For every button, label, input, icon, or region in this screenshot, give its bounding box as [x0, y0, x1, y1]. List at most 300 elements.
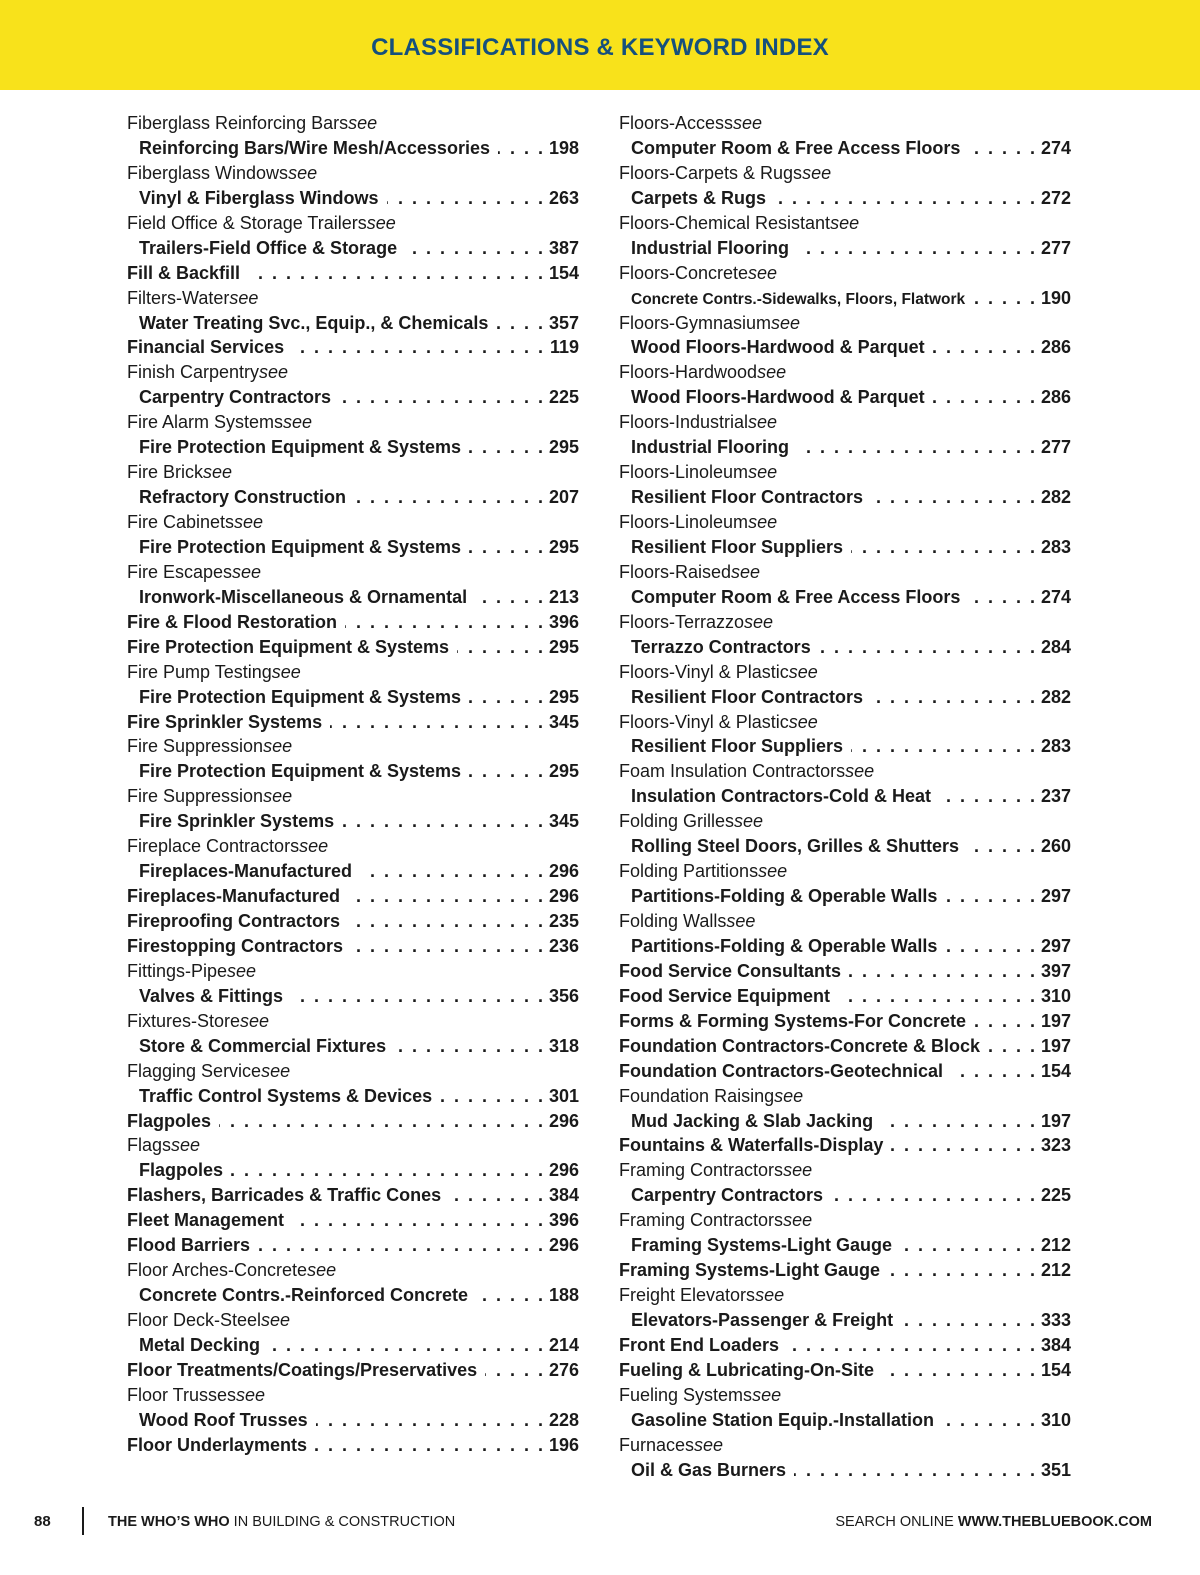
dot-leader [882, 1358, 1035, 1383]
page-reference: 236 [548, 935, 579, 956]
index-cross-reference [619, 759, 1071, 784]
index-term: Fountains & Waterfalls-Display [619, 1135, 884, 1156]
index-cross-reference [127, 111, 579, 136]
page-reference: 274 [1040, 137, 1071, 158]
page-reference: 345 [548, 811, 579, 832]
index-cross-reference [619, 1208, 1071, 1233]
index-entry [127, 186, 579, 211]
index-cross-reference [127, 1009, 579, 1034]
page-reference: 228 [548, 1409, 579, 1430]
index-term: Food Service Consultants [619, 960, 842, 981]
see-label: see [830, 212, 860, 233]
page-reference: 190 [1040, 287, 1071, 308]
see-label: see [744, 611, 774, 632]
index-entry [619, 685, 1071, 710]
index-entry [127, 635, 579, 660]
index-term: Fireproofing Contractors [127, 911, 341, 931]
dot-leader [900, 1233, 1035, 1258]
see-label: see [348, 113, 378, 133]
index-entry [127, 335, 579, 360]
index-term: Framing Contractors [619, 1160, 784, 1181]
index-term: Fill & Backfill [127, 262, 241, 283]
index-term: Floors-Linoleum [619, 512, 749, 532]
dot-leader [988, 1034, 1035, 1059]
index-term: Fire Suppression [127, 736, 264, 757]
footer-divider [82, 1507, 84, 1535]
index-term: Oil & Gas Burners [631, 1459, 787, 1480]
dot-leader [774, 186, 1035, 211]
see-label: see [232, 561, 262, 582]
page-reference: 310 [1040, 1409, 1071, 1430]
index-term: Filters-Water [127, 287, 230, 308]
page-reference: 397 [1040, 960, 1071, 981]
see-label: see [758, 861, 788, 882]
index-cross-reference [127, 360, 579, 385]
index-entry [127, 809, 579, 834]
page-reference: 260 [1040, 836, 1071, 857]
page-reference: 297 [1040, 886, 1071, 907]
index-term: Resilient Floor Contractors [631, 487, 864, 508]
index-term: Floor Treatments/Coatings/Preservatives [127, 1359, 478, 1380]
index-term: Fire Protection Equipment & Systems [139, 686, 462, 707]
dot-leader [945, 884, 1035, 909]
index-term: Fire Sprinkler Systems [127, 711, 323, 732]
page-reference: 277 [1040, 237, 1071, 258]
see-label: see [203, 462, 233, 483]
page-title: CLASSIFICATIONS & KEYWORD INDEX [371, 34, 829, 61]
footer-page-number: 88 [34, 1513, 51, 1530]
footer-search-label: SEARCH ONLINE [835, 1514, 954, 1530]
dot-leader [891, 1133, 1035, 1158]
index-entry [127, 535, 579, 560]
see-label: see [752, 1384, 782, 1405]
index-term: Fire Pump Testing [127, 661, 272, 682]
index-cross-reference [619, 510, 1071, 535]
index-term: Floors-Chemical Resistant [619, 212, 831, 233]
index-term: Floor Underlayments [127, 1434, 308, 1455]
index-entry [619, 734, 1071, 759]
index-term: Partitions-Folding & Operable Walls [631, 935, 938, 956]
index-cross-reference [127, 1059, 579, 1084]
index-cross-reference [619, 1283, 1071, 1308]
page-reference: 284 [1040, 636, 1071, 657]
see-label: see [366, 212, 396, 233]
index-term: Flagpoles [127, 1110, 212, 1131]
index-term: Floors-Concrete [619, 262, 749, 283]
page-reference: 387 [548, 237, 579, 258]
index-entry [127, 1208, 579, 1233]
index-entry [127, 136, 579, 161]
index-term: Fire Protection Equipment & Systems [139, 761, 462, 782]
index-term: Vinyl & Fiberglass Windows [139, 187, 379, 208]
index-term: Flashers, Barricades & Traffic Cones [127, 1185, 442, 1206]
index-cross-reference [619, 111, 1071, 136]
index-term: Rolling Steel Doors, Grilles & Shutters [631, 836, 960, 857]
index-term: Floor Deck-Steel [127, 1310, 262, 1330]
dot-leader [316, 1408, 543, 1433]
index-term: Concrete Contrs.-Sidewalks, Floors, Flatwork [631, 290, 966, 308]
see-label: see [845, 761, 875, 782]
index-entry [619, 1408, 1071, 1433]
index-term: Fireplace Contractors [127, 836, 300, 857]
index-term: Fiberglass Reinforcing Bars [127, 113, 349, 133]
page-reference: 198 [548, 137, 579, 158]
dot-leader [449, 1183, 543, 1208]
dot-leader [387, 186, 543, 211]
see-label: see [240, 1010, 270, 1031]
dot-leader [291, 984, 543, 1009]
dot-leader [968, 136, 1035, 161]
index-term: Fire Alarm Systems [127, 412, 284, 433]
index-term: Floors-Gymnasium [619, 312, 772, 333]
page-reference: 296 [548, 1160, 579, 1181]
page-reference: 356 [548, 985, 579, 1006]
page-reference: 286 [1040, 337, 1071, 358]
index-term: Fireplaces-Manufactured [127, 886, 341, 907]
footer-publication-rest: IN BUILDING & CONSTRUCTION [233, 1514, 456, 1530]
dot-leader [351, 934, 543, 959]
index-cross-reference [619, 660, 1071, 685]
index-entry [619, 136, 1071, 161]
dot-leader [342, 809, 543, 834]
page-reference: 296 [548, 1110, 579, 1131]
dot-leader [440, 1084, 543, 1109]
index-term: Fire Cabinets [127, 512, 235, 532]
index-entry [619, 1233, 1071, 1258]
dot-leader [469, 435, 543, 460]
index-term: Field Office & Storage Trailers [127, 212, 367, 233]
dot-leader [498, 136, 543, 161]
index-cross-reference [619, 410, 1071, 435]
page-reference: 282 [1040, 487, 1071, 508]
dot-leader [292, 335, 543, 360]
see-label: see [263, 786, 293, 807]
see-label: see [234, 512, 264, 532]
dot-leader [231, 1158, 543, 1183]
index-cross-reference [619, 1158, 1071, 1183]
page-reference: 277 [1040, 437, 1071, 458]
dot-leader [394, 1034, 543, 1059]
index-entry [127, 884, 579, 909]
index-entry [127, 685, 579, 710]
index-term: Firestopping Contractors [127, 935, 344, 956]
index-term: Fireplaces-Manufactured [139, 861, 353, 882]
index-term: Fittings-Pipe [127, 960, 228, 981]
page-reference: 225 [548, 387, 579, 408]
index-term: Floors-Industrial [619, 412, 749, 433]
index-term: Foundation Contractors-Geotechnical [619, 1060, 944, 1081]
index-cross-reference [619, 261, 1071, 286]
index-term: Industrial Flooring [631, 437, 789, 458]
dot-leader [939, 784, 1035, 809]
index-term: Framing Contractors [619, 1210, 784, 1231]
dot-leader [315, 1433, 543, 1458]
dot-leader [405, 236, 543, 261]
page-reference: 296 [548, 1235, 579, 1256]
index-term: Reinforcing Bars/Wire Mesh/Accessories [139, 137, 490, 158]
index-term: Fueling Systems [619, 1384, 753, 1405]
dot-leader [345, 610, 543, 635]
index-term: Furnaces [619, 1434, 695, 1455]
index-entry [127, 1358, 579, 1383]
page-reference: 212 [1040, 1235, 1071, 1256]
page-reference: 188 [548, 1285, 579, 1306]
dot-leader [933, 385, 1035, 410]
index-entry [127, 909, 579, 934]
index-cross-reference [127, 834, 579, 859]
index-entry [619, 335, 1071, 360]
dot-leader [851, 535, 1035, 560]
see-label: see [694, 1434, 724, 1455]
index-term: Industrial Flooring [631, 237, 789, 258]
index-term: Computer Room & Free Access Floors [631, 586, 961, 607]
index-entry [127, 261, 579, 286]
page-reference: 333 [1040, 1310, 1071, 1330]
index-cross-reference [127, 1383, 579, 1408]
index-entry [619, 1059, 1071, 1084]
dot-leader [838, 984, 1035, 1009]
see-label: see [783, 1210, 813, 1231]
index-entry [619, 435, 1071, 460]
index-entry [127, 934, 579, 959]
see-label: see [299, 836, 329, 857]
index-entry [619, 535, 1071, 560]
see-label: see [271, 661, 301, 682]
dot-leader [933, 335, 1035, 360]
index-term: Floors-Access [619, 113, 734, 133]
page-reference: 225 [1040, 1185, 1071, 1206]
index-cross-reference [127, 560, 579, 585]
index-entry [127, 585, 579, 610]
page-reference: 154 [1040, 1359, 1071, 1380]
page-reference: 310 [1040, 985, 1071, 1006]
index-entry [127, 485, 579, 510]
index-cross-reference [127, 1133, 579, 1158]
index-entry [619, 884, 1071, 909]
dot-leader [354, 485, 543, 510]
dot-leader [849, 959, 1035, 984]
index-entry [619, 1258, 1071, 1283]
index-term: Forms & Forming Systems-For Concrete [619, 1010, 967, 1031]
see-label: see [748, 412, 778, 433]
index-term: Flood Barriers [127, 1235, 251, 1256]
index-term: Floor Trusses [127, 1384, 237, 1405]
index-term: Trailers-Field Office & Storage [139, 237, 398, 258]
index-entry [127, 1183, 579, 1208]
index-cross-reference [127, 410, 579, 435]
index-entry [619, 1458, 1071, 1483]
dot-leader [496, 311, 543, 336]
index-term: Carpentry Contractors [631, 1185, 824, 1206]
dot-leader [967, 834, 1035, 859]
index-column-right [619, 111, 1071, 1483]
index-cross-reference [127, 784, 579, 809]
index-entry [619, 236, 1071, 261]
see-label: see [733, 113, 763, 133]
index-cross-reference [127, 1258, 579, 1283]
index-term: Floors-Terrazzo [619, 611, 745, 632]
dot-leader [292, 1208, 543, 1233]
index-entry [619, 635, 1071, 660]
page-reference: 197 [1040, 1010, 1071, 1031]
dot-leader [871, 485, 1035, 510]
page-reference: 214 [548, 1334, 579, 1355]
index-term: Resilient Floor Suppliers [631, 536, 844, 557]
index-entry [619, 585, 1071, 610]
see-label: see [261, 1060, 291, 1081]
page-reference: 296 [548, 861, 579, 882]
index-entry [127, 610, 579, 635]
page-reference: 235 [548, 911, 579, 931]
dot-leader [360, 859, 543, 884]
dot-leader [469, 759, 543, 784]
see-label: see [288, 162, 318, 183]
index-term: Gasoline Station Equip.-Installation [631, 1409, 935, 1430]
page-reference: 384 [548, 1185, 579, 1206]
dot-leader [457, 635, 543, 660]
page-reference: 237 [1040, 786, 1071, 807]
index-term: Partitions-Folding & Operable Walls [631, 886, 938, 907]
index-entry [127, 759, 579, 784]
see-label: see [227, 960, 257, 981]
index-entry [127, 1084, 579, 1109]
index-cross-reference [619, 161, 1071, 186]
index-term: Metal Decking [139, 1334, 261, 1355]
dot-leader [942, 1408, 1035, 1433]
index-entry [127, 1158, 579, 1183]
index-column-left [127, 111, 579, 1458]
index-term: Traffic Control Systems & Devices [139, 1085, 433, 1106]
dot-leader [348, 884, 543, 909]
footer-search-url[interactable]: WWW.THEBLUEBOOK.COM [957, 1514, 1152, 1530]
page-reference: 295 [548, 761, 579, 782]
page-reference: 318 [548, 1035, 579, 1056]
index-entry [619, 984, 1071, 1009]
index-term: Fire Protection Equipment & Systems [127, 636, 450, 657]
page-reference: 274 [1040, 586, 1071, 607]
index-entry [619, 1034, 1071, 1059]
index-cross-reference [619, 1084, 1071, 1109]
see-label: see [307, 1260, 337, 1281]
index-entry [619, 1183, 1071, 1208]
dot-leader [973, 286, 1035, 311]
page-reference: 295 [548, 636, 579, 657]
index-term: Floors-Vinyl & Plastic [619, 661, 789, 682]
page-reference: 295 [548, 536, 579, 557]
index-term: Floors-Hardwood [619, 362, 758, 383]
page-reference: 295 [548, 686, 579, 707]
index-cross-reference [619, 311, 1071, 336]
index-cross-reference [127, 161, 579, 186]
index-term: Floors-Linoleum [619, 462, 749, 483]
see-label: see [757, 362, 787, 383]
index-cross-reference [127, 460, 579, 485]
dot-leader [348, 909, 543, 934]
dot-leader [794, 1458, 1035, 1483]
dot-leader [797, 435, 1035, 460]
index-term: Floor Arches-Concrete [127, 1260, 308, 1281]
page-reference: 197 [1040, 1035, 1071, 1056]
footer-publication [108, 1514, 455, 1530]
index-term: Finish Carpentry [127, 362, 260, 383]
see-label: see [755, 1285, 785, 1306]
index-term: Valves & Fittings [139, 985, 284, 1006]
index-cross-reference [127, 211, 579, 236]
page-reference: 323 [1040, 1135, 1071, 1156]
index-cross-reference [619, 909, 1071, 934]
see-label: see [734, 811, 764, 832]
see-label: see [748, 262, 778, 283]
page-reference: 282 [1040, 686, 1071, 707]
index-entry [619, 1133, 1071, 1158]
index-term: Folding Grilles [619, 811, 735, 832]
dot-leader [974, 1009, 1035, 1034]
index-term: Floors-Carpets & Rugs [619, 162, 803, 183]
page-reference: 212 [1040, 1260, 1071, 1281]
index-entry [619, 1009, 1071, 1034]
see-label: see [802, 162, 832, 183]
dot-leader [888, 1258, 1035, 1283]
see-label: see [788, 711, 818, 732]
page-reference: 345 [548, 711, 579, 732]
dot-leader [901, 1308, 1035, 1333]
index-cross-reference [619, 1383, 1071, 1408]
index-term: Fire Brick [127, 462, 203, 483]
index-cross-reference [619, 859, 1071, 884]
index-entry [619, 1109, 1071, 1134]
index-entry [127, 385, 579, 410]
index-term: Floors-Raised [619, 561, 732, 582]
index-entry [127, 710, 579, 735]
page-reference: 213 [548, 586, 579, 607]
index-term: Terrazzo Contractors [631, 636, 811, 657]
index-cross-reference [127, 286, 579, 311]
index-entry [619, 286, 1071, 311]
index-cross-reference [619, 809, 1071, 834]
page-reference: 272 [1040, 187, 1071, 208]
index-term: Food Service Equipment [619, 985, 831, 1006]
page-reference: 286 [1040, 387, 1071, 408]
index-cross-reference [127, 734, 579, 759]
index-cross-reference [619, 211, 1071, 236]
index-term: Flagpoles [139, 1160, 224, 1181]
index-term: Water Treating Svc., Equip., & Chemicals [139, 312, 489, 333]
index-term: Freight Elevators [619, 1285, 756, 1306]
dot-leader [819, 635, 1035, 660]
see-label: see [731, 561, 761, 582]
index-term: Financial Services [127, 337, 285, 358]
index-term: Fire & Flood Restoration [127, 611, 338, 632]
index-term: Front End Loaders [619, 1334, 780, 1355]
see-label: see [774, 1085, 804, 1106]
index-term: Flagging Service [127, 1060, 262, 1081]
page-reference: 154 [1040, 1060, 1071, 1081]
index-term: Carpentry Contractors [139, 387, 332, 408]
dot-leader [951, 1059, 1035, 1084]
index-entry [127, 1034, 579, 1059]
index-term: Fiberglass Windows [127, 162, 289, 183]
page-reference: 197 [1040, 1110, 1071, 1131]
index-term: Framing Systems-Light Gauge [619, 1260, 881, 1281]
page-reference: 283 [1040, 736, 1071, 757]
index-entry [619, 385, 1071, 410]
index-term: Resilient Floor Suppliers [631, 736, 844, 757]
index-entry [127, 1109, 579, 1134]
index-term: Floors-Vinyl & Plastic [619, 711, 789, 732]
index-cross-reference [127, 510, 579, 535]
page-reference: 384 [1040, 1334, 1071, 1355]
index-entry [619, 1358, 1071, 1383]
